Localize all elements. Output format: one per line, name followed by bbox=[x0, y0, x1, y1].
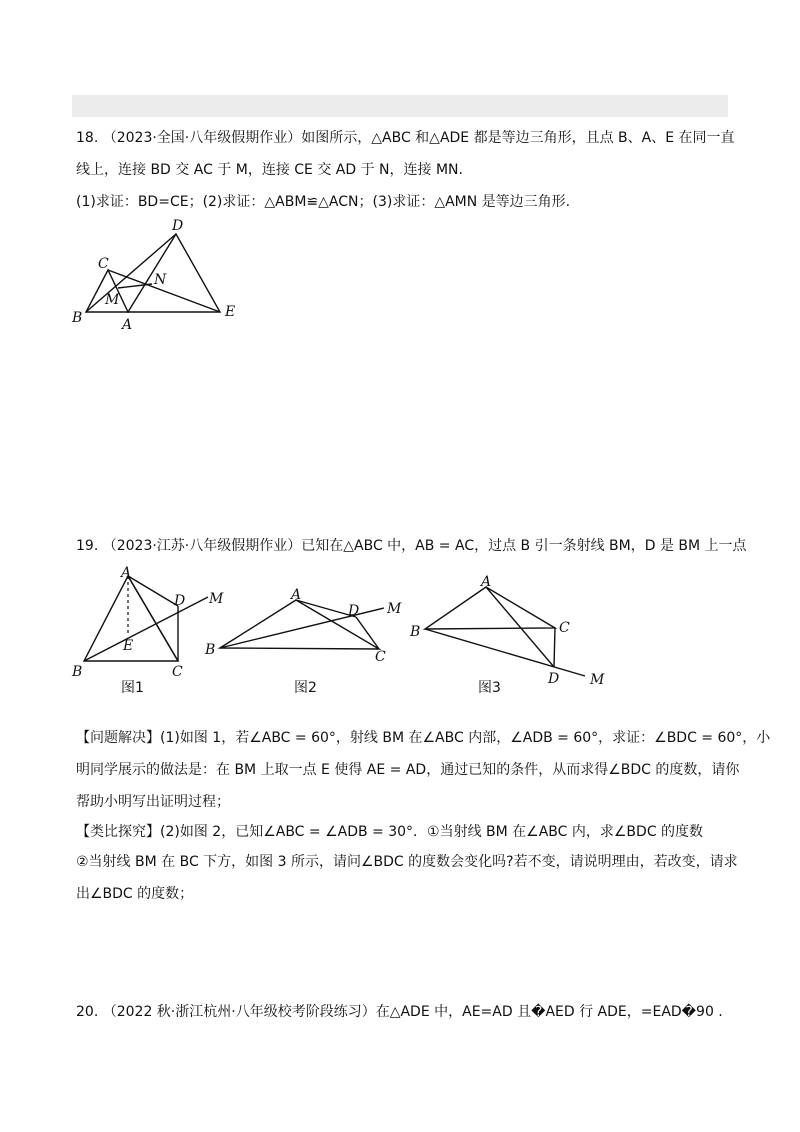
fig2-label-C: C bbox=[375, 649, 386, 665]
label-B: B bbox=[72, 310, 83, 326]
q19-p2-line3: 出∠BDC 的度数； bbox=[76, 886, 194, 902]
fig3-caption: 图3 bbox=[478, 680, 501, 696]
label-D: D bbox=[172, 218, 184, 234]
q18-line2: 线上，连接 BD 交 AC 于 M，连接 CE 交 AD 于 N，连接 MN. bbox=[76, 162, 463, 178]
q20-line1 bbox=[76, 1002, 723, 1022]
fig3-label-D: D bbox=[548, 671, 560, 687]
fig2-label-D: D bbox=[348, 603, 360, 619]
fig1-label-M: M bbox=[209, 591, 224, 607]
q19-p1-line1: 【问题解决】(1)如图 1，若∠ABC = 60°，射线 BM 在∠ABC 内部，∠ADB = 60°，求证：∠BDC = 60°，小 bbox=[76, 730, 771, 746]
label-C: C bbox=[98, 256, 109, 272]
fig1-label-E: E bbox=[123, 638, 134, 654]
fig1-label-D: D bbox=[174, 593, 186, 609]
q19-number: 19. bbox=[76, 538, 99, 554]
fig2-label-A: A bbox=[291, 587, 302, 603]
label-N: N bbox=[154, 272, 167, 288]
q19-text-1: 已知在△ABC 中，AB = AC，过点 B 引一条射线 BM，D 是 BM 上一点 bbox=[301, 538, 747, 554]
fig3-label-A: A bbox=[481, 574, 492, 590]
q19-source: （2023·江苏·八年级假期作业） bbox=[102, 538, 302, 554]
fig2-label-M: M bbox=[387, 601, 402, 617]
fig1-label-B: B bbox=[72, 664, 83, 680]
q19-p2-line2: ②当射线 BM 在 BC 下方，如图 3 所示，请问∠BDC 的度数会变化吗?若不变，请说明理由，若改变，请求 bbox=[76, 854, 738, 870]
q19-p2-line1: 【类比探究】(2)如图 2，已知∠ABC = ∠ADB = 30°．①当射线 BM 在∠ABC 内，求∠BDC 的度数 bbox=[76, 824, 704, 840]
q20-source: （2022 秋·浙江杭州·八年级校考阶段练习） bbox=[102, 1004, 376, 1020]
fig3-label-C: C bbox=[559, 620, 570, 636]
q20-text-1: 在△ADE 中，AE=AD 且�AED 行 ADE，=EAD�90 . bbox=[375, 1004, 723, 1020]
fig1-label-A: A bbox=[121, 565, 132, 581]
fig3-label-M: M bbox=[590, 672, 605, 688]
fig1-label-C: C bbox=[172, 664, 183, 680]
fig2-caption: 图2 bbox=[294, 680, 317, 696]
q18-number: 18. bbox=[76, 130, 99, 146]
q18-text-1: 如图所示，△ABC 和△ADE 都是等边三角形，且点 B、A、E 在同一直 bbox=[301, 130, 735, 146]
label-M: M bbox=[105, 292, 120, 308]
fig2-label-B: B bbox=[205, 642, 216, 658]
q18-source: （2023·全国·八年级假期作业） bbox=[102, 130, 302, 146]
label-E: E bbox=[225, 304, 236, 320]
fig1-caption: 图1 bbox=[121, 680, 144, 696]
q18-line3: (1)求证：BD=CE；(2)求证：△ABM≌△ACN；(3)求证：△AMN 是等边三角形. bbox=[76, 194, 571, 210]
fig3-label-B: B bbox=[410, 624, 421, 640]
q19-p1-line3: 帮助小明写出证明过程； bbox=[76, 794, 230, 810]
q19-p1-line2: 明同学展示的做法是：在 BM 上取一点 E 使得 AE = AD，通过已知的条件，从而求得∠BDC 的度数，请你 bbox=[76, 762, 740, 778]
label-A: A bbox=[122, 317, 133, 333]
q20-number: 20. bbox=[76, 1004, 99, 1020]
